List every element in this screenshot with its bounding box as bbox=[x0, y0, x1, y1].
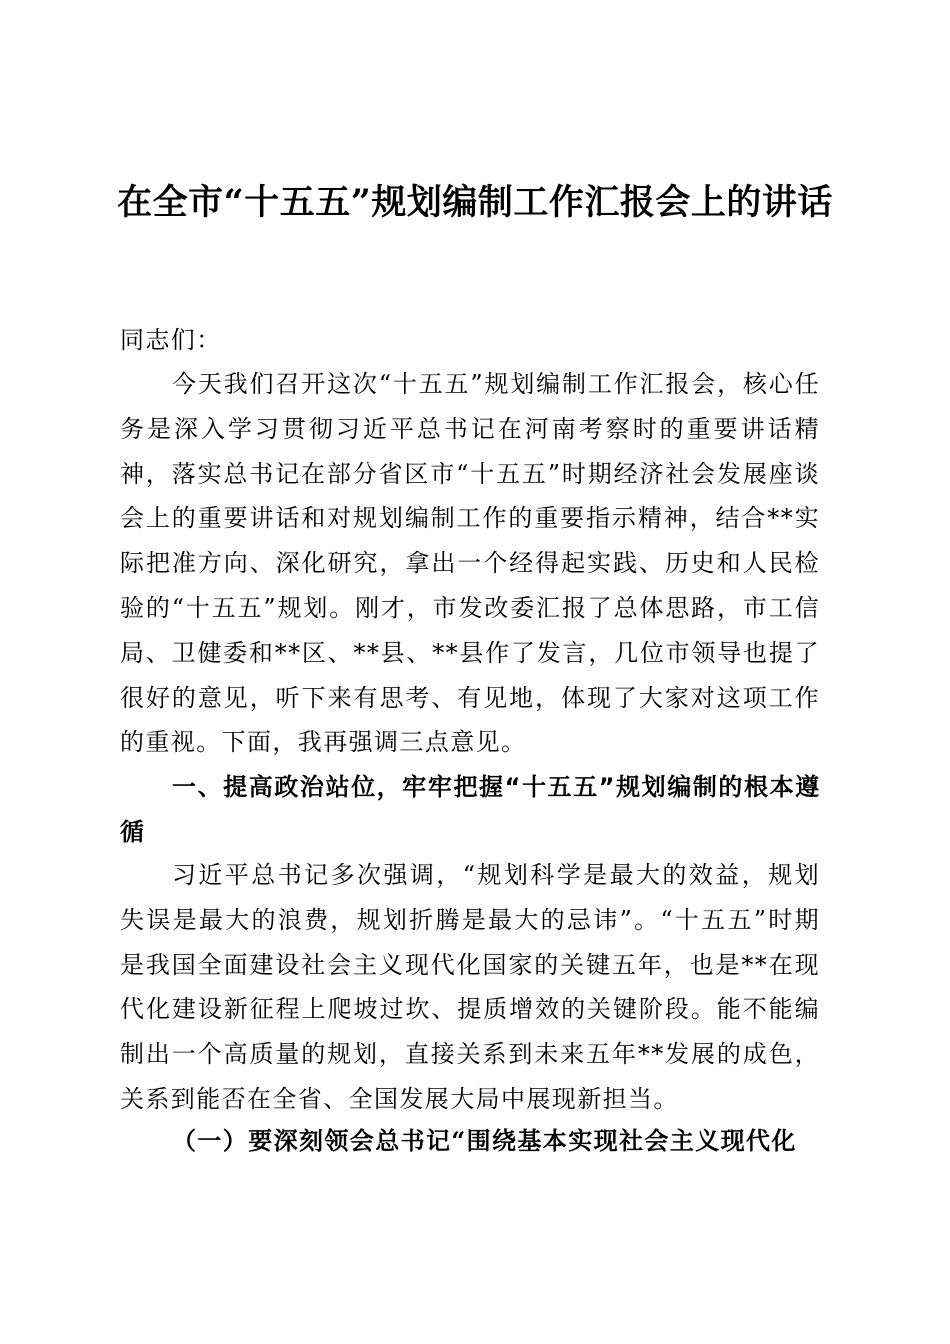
section-heading-1: 一、提高政治站位，牢牢把握“十五五”规划编制的根本遵循 bbox=[120, 773, 820, 846]
subsection-heading-1: （一）要深刻领会总书记“围绕基本实现社会主义现代化 bbox=[172, 1126, 797, 1155]
document-title: 在全市“十五五”规划编制工作汇报会上的讲话 bbox=[117, 182, 833, 223]
salutation: 同志们： bbox=[120, 326, 222, 354]
paragraph-section-1: 习近平总书记多次强调，“规划科学是最大的效益，规划失误是最大的浪费，规划折腾是最大的忌讳”。“十五五”时期是我国全面建设社会主义现代化国家的关键五年，也是**在现代化建设新征程上爬坡过坎、提质增效的关键阶段。能不能编制出一个高质量的规划，直接关系到未来五年**发展的成色，关系到能否在全省、全国发展大局中展现新担当。 bbox=[120, 861, 820, 1113]
paragraph-intro: 今天我们召开这次“十五五”规划编制工作汇报会，核心任务是深入学习贯彻习近平总书记在河南考察时的重要讲话精神，落实总书记在部分省区市“十五五”时期经济社会发展座谈会上的重要讲话和对规划编制工作的重要指示精神，结合**实际把准方向、深化研究，拿出一个经得起实践、历史和人民检验的“十五五”规划。刚才，市发改委汇报了总体思路，市工信局、卫健委和**区、**县、**县作了发言，几位市领导也提了很好的意见，听下来有思考、有见地，体现了大家对这项工作的重视。下面，我再强调三点意见。 bbox=[120, 370, 820, 757]
